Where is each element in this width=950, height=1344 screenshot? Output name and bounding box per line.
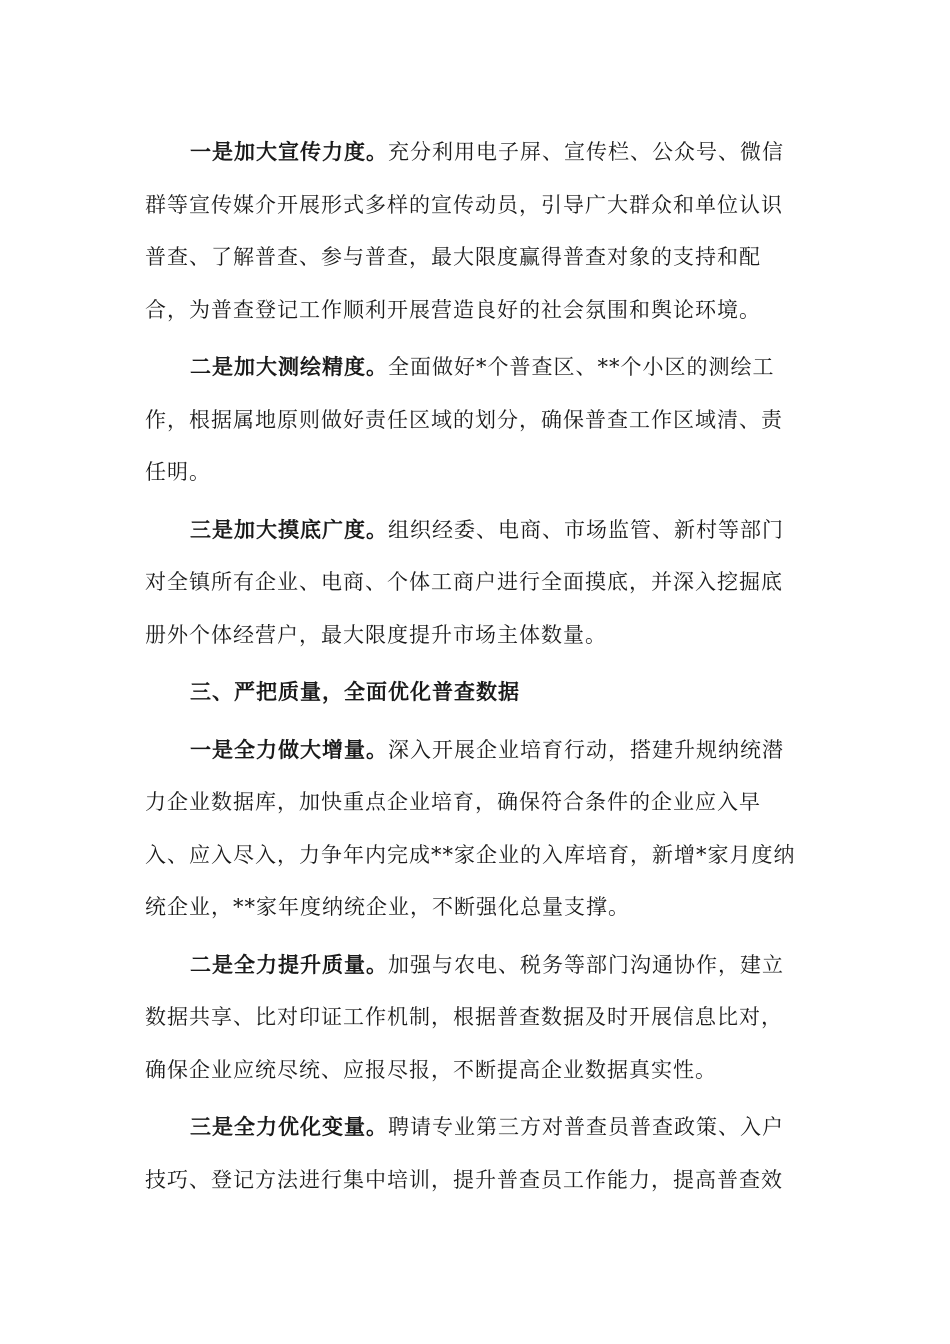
paragraph-surveying [145, 341, 805, 499]
paragraph-line: 作，根据属地原则做好责任区域的划分，确保普查工作区域清、责 [145, 407, 783, 432]
paragraph-first-line [145, 724, 805, 777]
paragraph-line: 力企业数据库，加快重点企业培育，确保符合条件的企业应入早 [145, 790, 761, 814]
paragraph-increment [145, 724, 805, 934]
paragraph-quality [145, 939, 805, 1097]
paragraph-line: 入、应入尽入，力争年内完成**家企业的入库培育，新增*家月度纳 [145, 842, 796, 867]
paragraph-line: 合，为普查登记工作顺利开展营造良好的社会氛围和舆论环境。 [145, 297, 761, 322]
paragraph-line: 群等宣传媒介开展形式多样的宣传动员，引导广大群众和单位认识 [145, 192, 783, 217]
paragraph-lead: 三是全力优化变量。 [190, 1114, 388, 1139]
paragraph-first-line [145, 341, 805, 394]
paragraph-line: 册外个体经营户，最大限度提升市场主体数量。 [145, 622, 607, 647]
paragraph-text: 深入开展企业培育行动，搭建升规纳统潜 [388, 737, 784, 762]
paragraph-text: 加强与农电、税务等部门沟通协作，建立 [388, 952, 784, 977]
paragraph-line: 统企业，**家年度纳统企业，不断强化总量支撑。 [145, 895, 630, 919]
paragraph-variables [145, 1101, 805, 1206]
paragraph-line: 普查、了解普查、参与普查，最大限度赢得普查对象的支持和配 [145, 245, 761, 269]
paragraph-first-line [145, 504, 805, 557]
paragraph-line: 任明。 [145, 460, 211, 484]
paragraph-text: 组织经委、电商、市场监管、新村等部门 [388, 517, 784, 542]
paragraph-publicity [145, 126, 805, 336]
section-heading [145, 666, 805, 719]
paragraph-lead: 二是加大测绘精度。 [190, 354, 388, 379]
paragraph-text: 充分利用电子屏、宣传栏、公众号、微信 [388, 140, 784, 164]
paragraph-lead: 三是加大摸底广度。 [190, 516, 388, 542]
paragraph-first-line [145, 1101, 805, 1154]
paragraph-line: 技巧、登记方法进行集中培训，提升普查员工作能力，提高普查效 [145, 1167, 783, 1192]
paragraph-text: 聘请专业第三方对普查员普查政策、入户 [388, 1115, 784, 1139]
paragraph-text: 全面做好*个普查区、**个小区的测绘工 [388, 355, 775, 379]
paragraph-lead: 二是全力提升质量。 [190, 951, 388, 977]
paragraph-lead: 一是全力做大增量。 [190, 736, 388, 762]
section-heading-text: 三、严把质量，全面优化普查数据 [190, 679, 520, 704]
document-page [145, 126, 805, 1206]
paragraph-investigation [145, 504, 805, 662]
paragraph-first-line [145, 126, 805, 179]
paragraph-lead: 一是加大宣传力度。 [190, 139, 388, 164]
paragraph-line: 确保企业应统尽统、应报尽报，不断提高企业数据真实性。 [145, 1057, 717, 1082]
paragraph-line: 对全镇所有企业、电商、个体工商户进行全面摸底，并深入挖掘底 [145, 570, 783, 594]
paragraph-line: 数据共享、比对印证工作机制，根据普查数据及时开展信息比对， [145, 1005, 783, 1029]
paragraph-first-line [145, 939, 805, 992]
